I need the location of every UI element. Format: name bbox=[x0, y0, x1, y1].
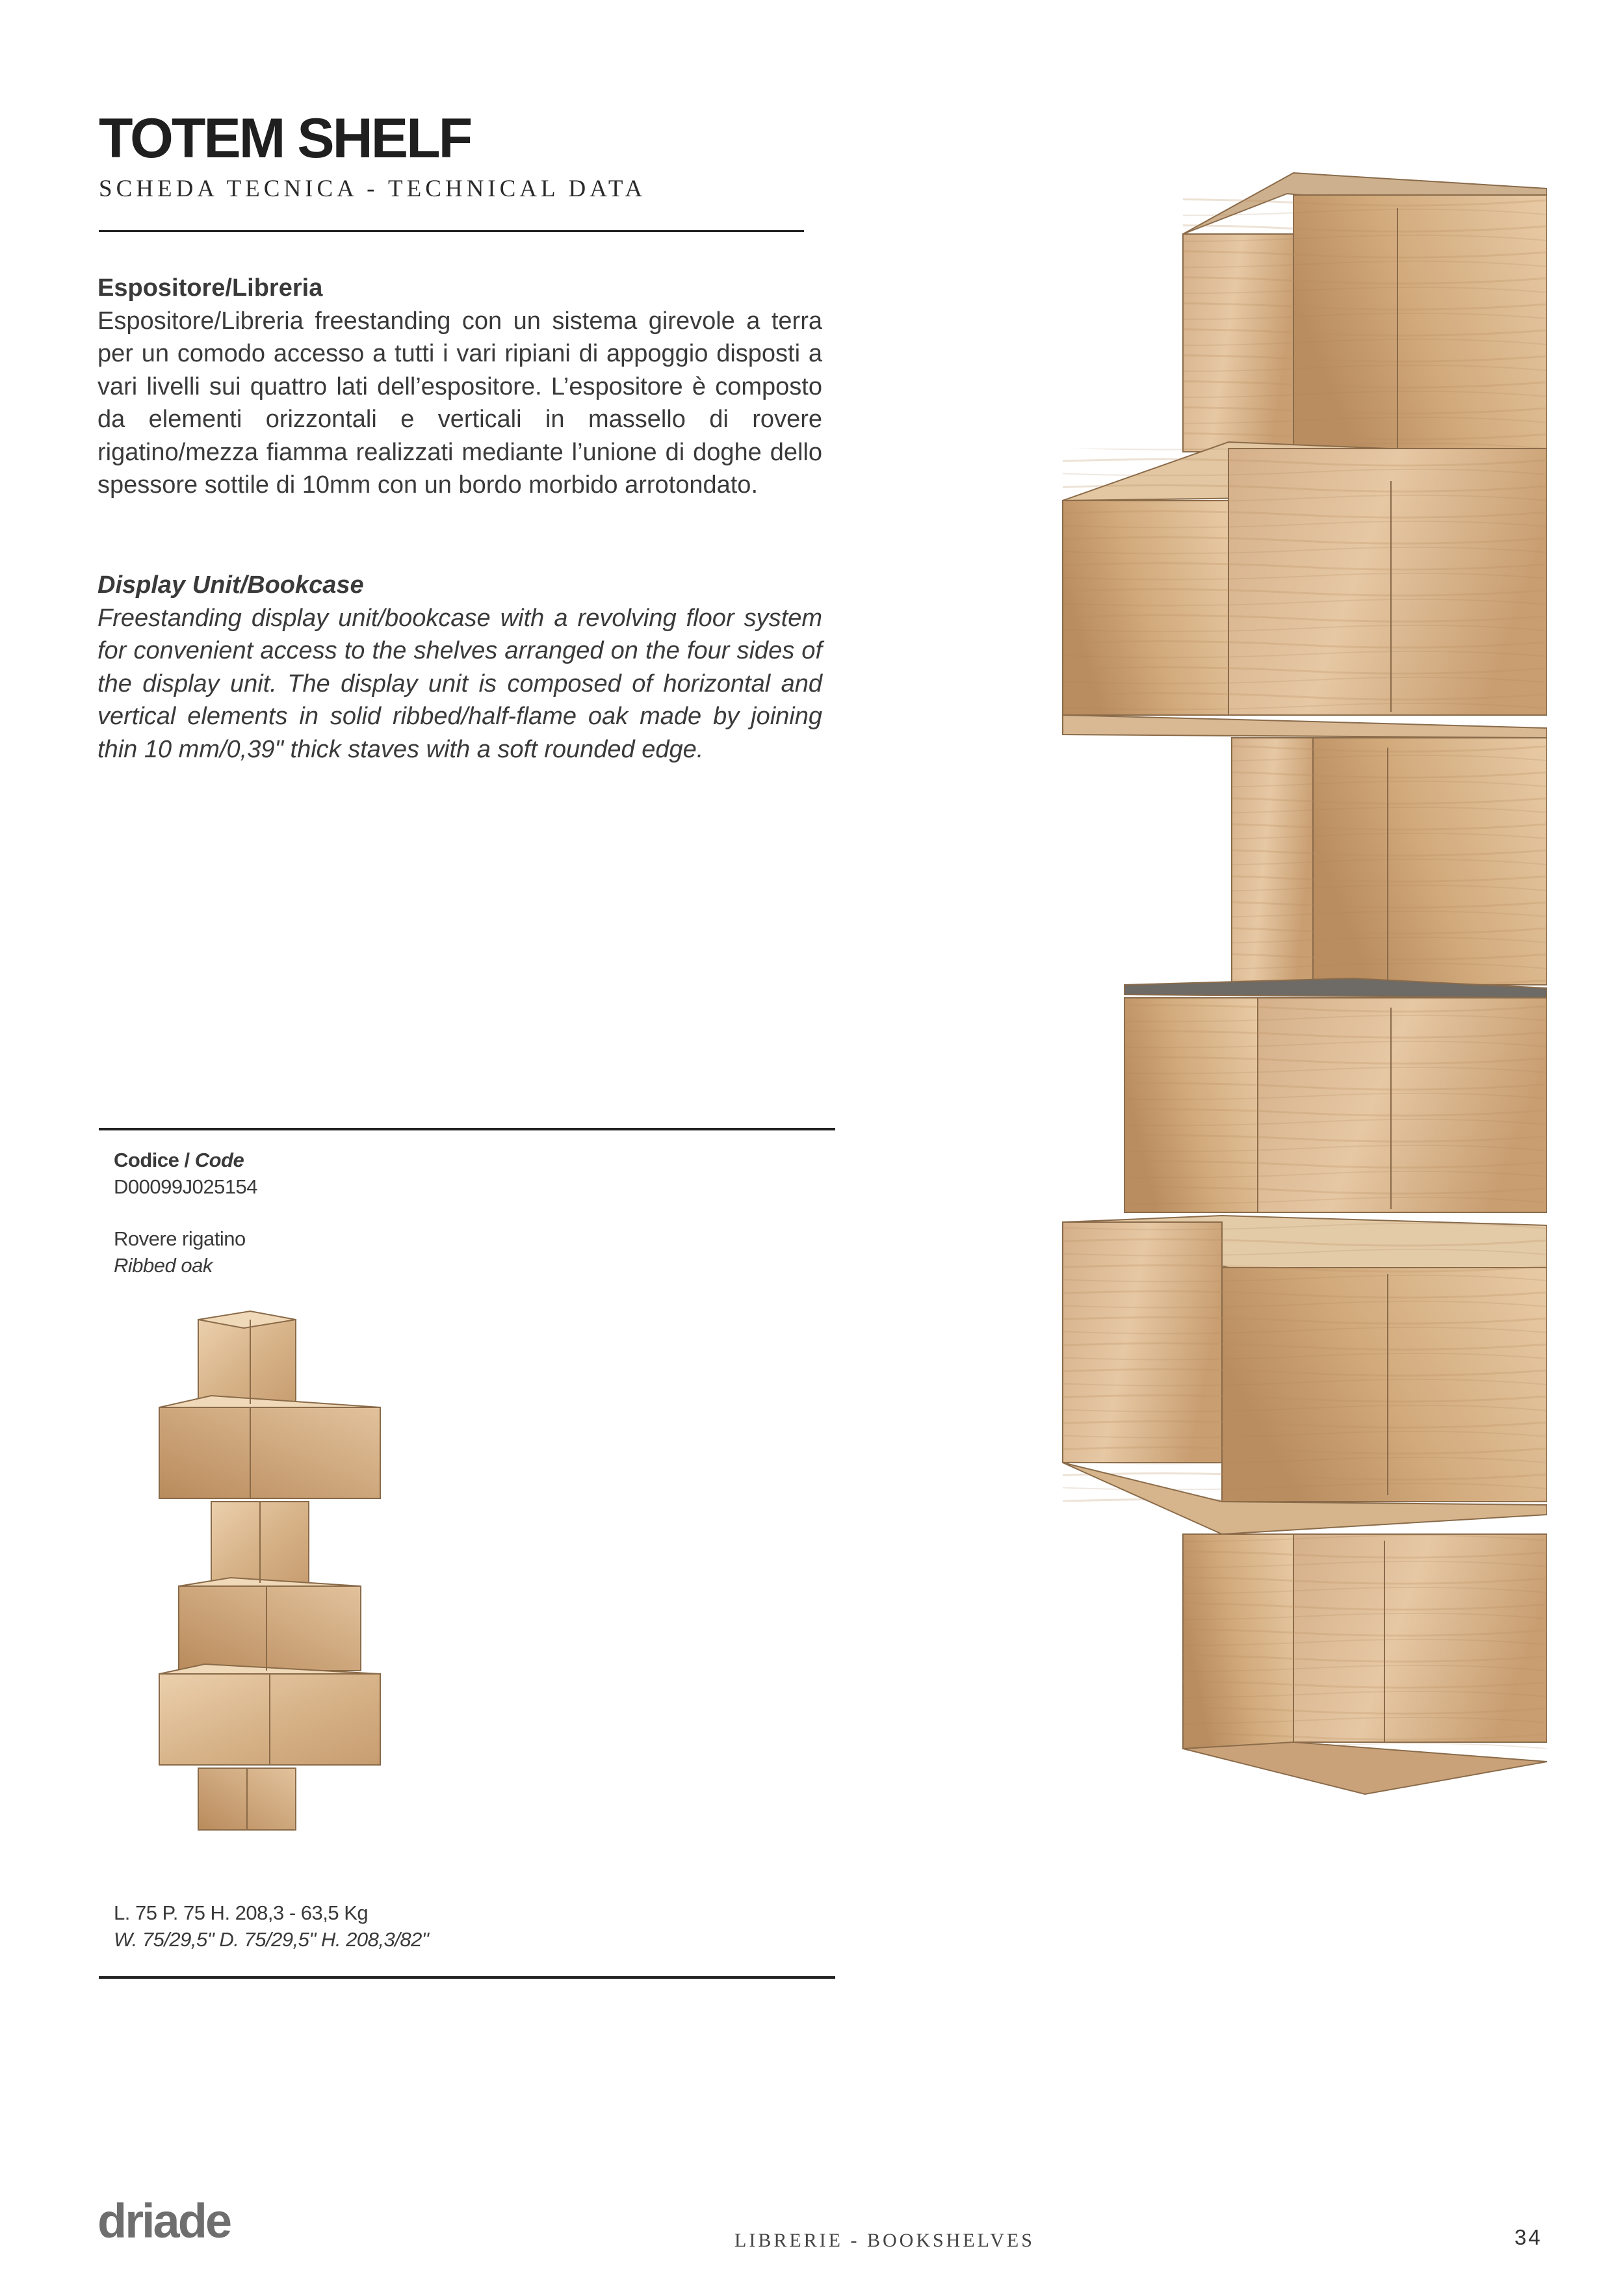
description-english-heading: Display Unit/Bookcase bbox=[97, 571, 364, 599]
product-thumbnail bbox=[153, 1310, 387, 1833]
product-dimensions-metric: L. 75 P. 75 H. 208,3 - 63,5 Kg bbox=[114, 1901, 369, 1924]
product-finish-block bbox=[114, 1225, 246, 1279]
footer-category: LIBRERIE - BOOKSHELVES bbox=[734, 2230, 1035, 2251]
product-bottom-divider bbox=[99, 1976, 835, 1979]
product-dimensions-imperial: W. 75/29,5" D. 75/29,5" H. 208,3/82" bbox=[114, 1928, 429, 1951]
page-subtitle: SCHEDA TECNICA - TECHNICAL DATA bbox=[99, 176, 647, 202]
product-code-label: Codice / Code bbox=[114, 1149, 244, 1171]
product-top-divider bbox=[99, 1128, 835, 1130]
brand-logo: driade bbox=[97, 2194, 231, 2248]
product-hero-image bbox=[1053, 169, 1547, 1801]
header-divider bbox=[99, 230, 804, 232]
page-title: TOTEM SHELF bbox=[99, 107, 471, 170]
description-english-body: Freestanding display unit/bookcase with a revolving floor system for convenient access to the shelves arranged on the four sides of the display unit. The display unit is composed of horizontal and vertical elements in solid ribbed/half-flame oak made by joining thin 10 mm/0,39" thick staves with a soft rounded edge. bbox=[97, 604, 822, 763]
product-dimensions-block bbox=[114, 1899, 428, 1953]
product-finish-english: Ribbed oak bbox=[114, 1254, 213, 1277]
description-italian-body: Espositore/Libreria freestanding con un sistema girevole a terra per un comodo accesso a tutti i vari ripiani di appoggio disposti a vari livelli sui quattro lati dell’espositore. L’espositore è composto da elementi orizzontali e verticali in massello di rovere rigatino/mezza fiamma realizzati mediante l’unione di doghe dello spessore sottile di 10mm con un bordo morbido arrotondato. bbox=[97, 307, 822, 499]
product-code-value: D00099J025154 bbox=[114, 1175, 258, 1198]
description-italian bbox=[97, 272, 822, 502]
description-english bbox=[97, 569, 822, 766]
page-number: 34 bbox=[1514, 2225, 1542, 2249]
product-finish-italian: Rovere rigatino bbox=[114, 1227, 246, 1250]
product-code-block bbox=[114, 1147, 257, 1200]
description-italian-heading: Espositore/Libreria bbox=[97, 274, 323, 302]
